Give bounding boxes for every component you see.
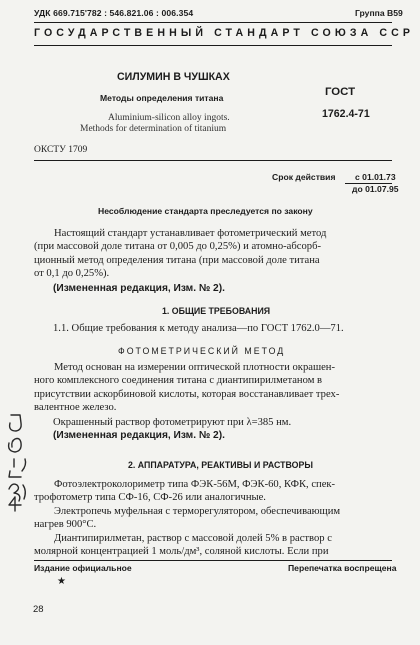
section2-line: нагрев 900°C.: [34, 519, 97, 531]
photometric-measure: Окрашенный раствор фотометрируют при λ=385 нм.: [53, 417, 292, 428]
section2-heading: 2. АППАРАТУРА, РЕАКТИВЫ И РАСТВОРЫ: [128, 460, 313, 470]
validity-from: с 01.01.73: [355, 172, 396, 182]
en-title-line1: Aluminium-silicon alloy ingots.: [108, 113, 230, 123]
photometric-paragraph: [34, 361, 390, 415]
handwritten-margin-note: [3, 405, 29, 515]
section2-para1: [34, 478, 390, 505]
section2-para2: [34, 505, 390, 532]
intro-paragraph: [34, 227, 390, 281]
udc-code: УДК 669.715'782 : 546.821.06 : 006.354: [34, 8, 194, 18]
photometric-line: валентное железо.: [34, 402, 117, 414]
section2-para3: [34, 532, 390, 559]
section2-line: Электропечь муфельная с терморегулятором, обеспечивающим: [54, 506, 341, 517]
intro-line: (при массовой доле титана от 0,005 до 0,25%) и атомно-абсорб-: [34, 241, 321, 253]
footer-rule: [34, 560, 392, 561]
section2-line: молярной концентрацией 1 моль/дм³, соляной кислоты. Если при: [34, 546, 329, 558]
doc-subtitle: Методы определения титана: [100, 93, 224, 103]
photometric-line: присутствии аскорбиновой кислоты, которая восстанавливает трех-: [34, 388, 340, 400]
photometric-edition-note: (Измененная редакция, Изм. № 2).: [53, 430, 225, 441]
standard-banner: ГОСУДАРСТВЕННЫЙ СТАНДАРТ СОЮЗА ССР: [34, 27, 415, 39]
section1-text: 1.1. Общие требования к методу анализа—по ГОСТ 1762.0—71.: [53, 323, 344, 334]
title-rule: [34, 160, 392, 161]
photometric-line: ного комплексного соединения титана с диантипирилметаном в: [34, 375, 323, 387]
law-notice: Несоблюдение стандарта преследуется по закону: [98, 206, 313, 216]
reprint-prohibited: Перепечатка воспрещена: [288, 563, 397, 573]
en-title-line2: Methods for determination of titanium: [80, 124, 227, 134]
section1-heading: 1. ОБЩИЕ ТРЕБОВАНИЯ: [162, 306, 271, 316]
page-number: 28: [33, 604, 44, 615]
section2-line: трофотометр типа СФ-16, СФ-26 или аналогичные.: [34, 492, 266, 504]
group-code: Группа В59: [355, 8, 403, 18]
intro-line: ционный метод определения титана (при массовой доле титана: [34, 254, 320, 266]
doc-title: СИЛУМИН В ЧУШКАХ: [117, 71, 230, 83]
intro-line: от 0,1 до 0,25%).: [34, 268, 110, 280]
star-mark: ★: [57, 576, 66, 587]
intro-edition-note: (Измененная редакция, Изм. № 2).: [53, 283, 225, 294]
section2-line: Диантипирилметан, раствор с массовой долей 5% в раствор с: [54, 533, 332, 544]
photometric-heading: ФОТОМЕТРИЧЕСКИЙ МЕТОД: [118, 346, 286, 356]
okstu-code: ОКСТУ 1709: [34, 145, 88, 155]
validity-to: до 01.07.95: [352, 184, 399, 194]
official-edition: Издание официальное: [34, 563, 132, 573]
photometric-line: Метод основан на измерении оптической плотности окрашен-: [54, 362, 336, 373]
header-rule-top: [34, 22, 392, 23]
section2-line: Фотоэлектроколориметр типа ФЭК-56М, ФЭК-60, КФК, спек-: [54, 479, 336, 490]
gost-number: 1762.4-71: [322, 108, 370, 120]
header-rule-bottom: [34, 45, 392, 46]
gost-label: ГОСТ: [325, 86, 356, 98]
validity-label: Срок действия: [272, 172, 336, 182]
intro-line: Настоящий стандарт устанавливает фотометрический метод: [54, 228, 327, 239]
